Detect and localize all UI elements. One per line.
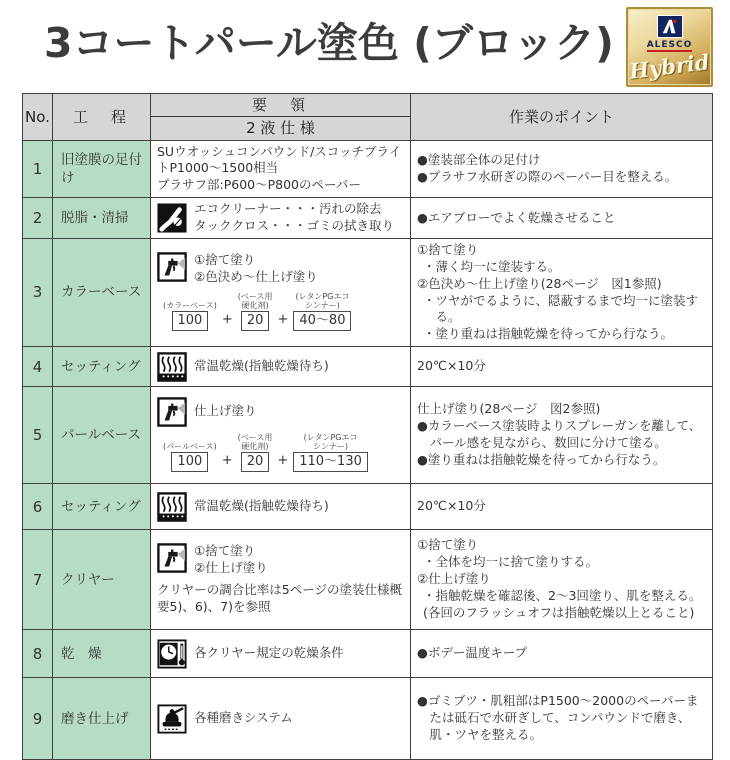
mix-value: 20 [241,311,270,331]
process-name: カラーベース [53,238,151,346]
row-number: 3 [23,238,53,346]
brand-badge [626,7,713,87]
row-number: 8 [23,630,53,678]
mix-component [293,292,351,331]
procedure-cell [151,387,411,484]
dry-icon [157,352,187,382]
point-line: ●ゴミブツ・肌粗部はP1500〜2000のペーパーまたは砥石で水研ぎして、コンパウンドで磨き、肌・ツヤを整える。 [417,693,699,743]
procedure-cell [151,238,411,346]
procedure-text: 常温乾燥(指触乾燥待ち) [194,358,329,374]
mix-value: 100 [171,452,208,472]
dry-timer-icon [157,639,187,669]
mix-component [293,433,368,472]
mix-label: 硬化剤) [241,441,269,451]
product-name: Hybrid [628,49,711,85]
row-number: 1 [23,140,53,198]
points-cell [411,530,713,630]
procedure-steps [194,252,318,286]
step-line: ②仕上げ塗り [194,560,268,576]
procedure-cell [151,198,411,239]
point-line: 仕上げ塗り(28ページ 図2参照) [417,401,601,417]
mix-label: (パールベース) [163,441,217,451]
procedure-cell [151,630,411,678]
process-name: パールベース [53,387,151,484]
point-line: ①捨て塗り [417,241,479,257]
procedure-cell [151,484,411,530]
table-row [23,630,713,678]
process-name: 磨き仕上げ [53,678,151,760]
point-line: ●塗り重ねは指触乾燥を待ってから行なう。 [417,452,666,467]
procedure-text: 常温乾燥(指触乾燥待ち) [194,498,329,514]
wipe-icon [157,203,187,233]
mix-component [163,442,217,472]
mix-value: 110〜130 [293,452,368,472]
process-table [22,93,713,760]
point-line: ・塗り重ねは指触乾燥を待ってから行なう。 [423,326,674,342]
spray-gun-icon [157,252,187,282]
mix-component [238,292,273,331]
mix-label: (レタンPGエコ [295,291,350,301]
points-cell [411,630,713,678]
point-line: ●プラサフ水研ぎの際のペーパー目を整える。 [417,168,678,184]
point-line: ・指触乾燥を確認後、2〜3回塗り、肌を整える。 [423,588,702,604]
mix-value: 100 [172,311,209,331]
row-number: 6 [23,484,53,530]
mix-label: (カラーベース) [163,301,217,311]
alesco-mark-icon [657,15,683,38]
mix-label: (ベース用 [237,432,273,442]
mix-component [238,433,273,472]
header-process: 工 程 [53,94,151,141]
mix-label: シンナー) [313,441,349,451]
step-line: ①捨て塗り [194,252,256,268]
step-line: ②色決め〜仕上げ塗り [194,269,318,285]
point-line: ●カラーベース塗装時よりスプレーガンを離して、パール感を見ながら、数回に分けて塗る。 [417,418,702,451]
plus-sign: + [221,453,233,469]
row-number: 7 [23,530,53,630]
point-line: ①捨て塗り [417,537,479,553]
header-procedure-sub: 2 液 仕 様 [151,117,411,140]
point-line: (各回のフラッシュオフは指触乾燥以上とること) [423,604,695,620]
table-row [23,140,713,198]
mix-label: シンナー) [304,301,340,311]
procedure-text: エコクリーナー・・・汚れの除去 [194,201,382,217]
point-line: ・ツヤがでるように、隠蔽するまで均一に塗装する。 [423,292,699,325]
table-row [23,484,713,530]
points-cell [411,387,713,484]
procedure-text: タッククロス・・・ゴミの拭き取り [194,218,395,233]
plus-sign: + [277,312,289,328]
point-line: ②仕上げ塗り [417,571,491,587]
row-number: 5 [23,387,53,484]
spray-gun-icon [157,397,187,427]
table-row [23,387,713,484]
procedure-text: SUウオッシュコンパウンド/スコッチブライトP1000〜1500相当 [157,143,402,176]
brand-name: ALESCO [647,40,693,52]
process-name: セッティング [53,347,151,387]
point-line: ②色決め〜仕上げ塗り(28ページ 図1参照) [417,275,662,291]
process-name: 乾 燥 [53,630,151,678]
procedure-text: プラサフ部:P600〜P800のペーパー [157,177,361,193]
header-points: 作業のポイント [411,94,713,141]
point-line: 20℃×10分 [417,358,486,374]
mix-label: 硬化剤) [241,301,269,311]
point-line: 20℃×10分 [417,498,486,514]
point-line: ・薄く均一に塗装する。 [423,258,561,274]
procedure-cell [151,678,411,760]
table-row [23,198,713,239]
dry-icon [157,492,187,522]
procedure-steps [194,543,268,577]
table-row [23,530,713,630]
step-line: 仕上げ塗り [194,403,257,419]
points-cell [411,678,713,760]
procedure-text: 各クリヤー規定の乾燥条件 [194,645,344,661]
table-row [23,347,713,387]
points-cell [411,347,713,387]
table-row [23,678,713,760]
polisher-icon [157,704,187,734]
points-cell [411,140,713,198]
procedure-cell [151,347,411,387]
mix-ratio [163,292,404,331]
row-number: 4 [23,347,53,387]
row-number: 9 [23,678,53,760]
point-line: ●塗装部全体の足付け [417,151,541,167]
procedure-note: クリヤーの調合比率は5ページの塗装仕様概要5)、6)、7)を参照 [157,582,402,614]
header-no: No. [23,94,53,141]
mix-value: 20 [241,452,270,472]
table-header-row [23,94,713,117]
process-name: 旧塗膜の足付け [53,140,151,198]
points-cell [411,484,713,530]
procedure-cell [151,530,411,630]
procedure-text: 各種磨きシステム [194,710,293,726]
points-cell [411,198,713,239]
procedure-text-block [194,201,394,235]
mix-component [163,301,217,331]
point-line: ・全体を均一に捨て塗りする。 [423,554,599,570]
process-name: セッティング [53,484,151,530]
row-number: 2 [23,198,53,239]
process-name: クリヤー [53,530,151,630]
mix-label: (レタンPGエコ [303,432,358,442]
plus-sign: + [221,312,233,328]
point-line: ●エアブローでよく乾燥させること [417,209,616,225]
step-line: ①捨て塗り [194,543,256,559]
procedure-cell [151,140,411,198]
header-procedure: 要 領 [151,94,411,117]
mix-ratio [163,433,404,472]
points-cell [411,238,713,346]
spray-gun-icon [157,543,187,573]
table-row [23,238,713,346]
mix-label: (ベース用 [237,291,273,301]
point-line: ●ボデー温度キープ [417,645,528,661]
mix-value: 40〜80 [293,311,351,331]
plus-sign: + [277,453,289,469]
page-title: 3コートパール塗色 (ブロック) [44,19,614,67]
process-name: 脱脂・清掃 [53,198,151,239]
